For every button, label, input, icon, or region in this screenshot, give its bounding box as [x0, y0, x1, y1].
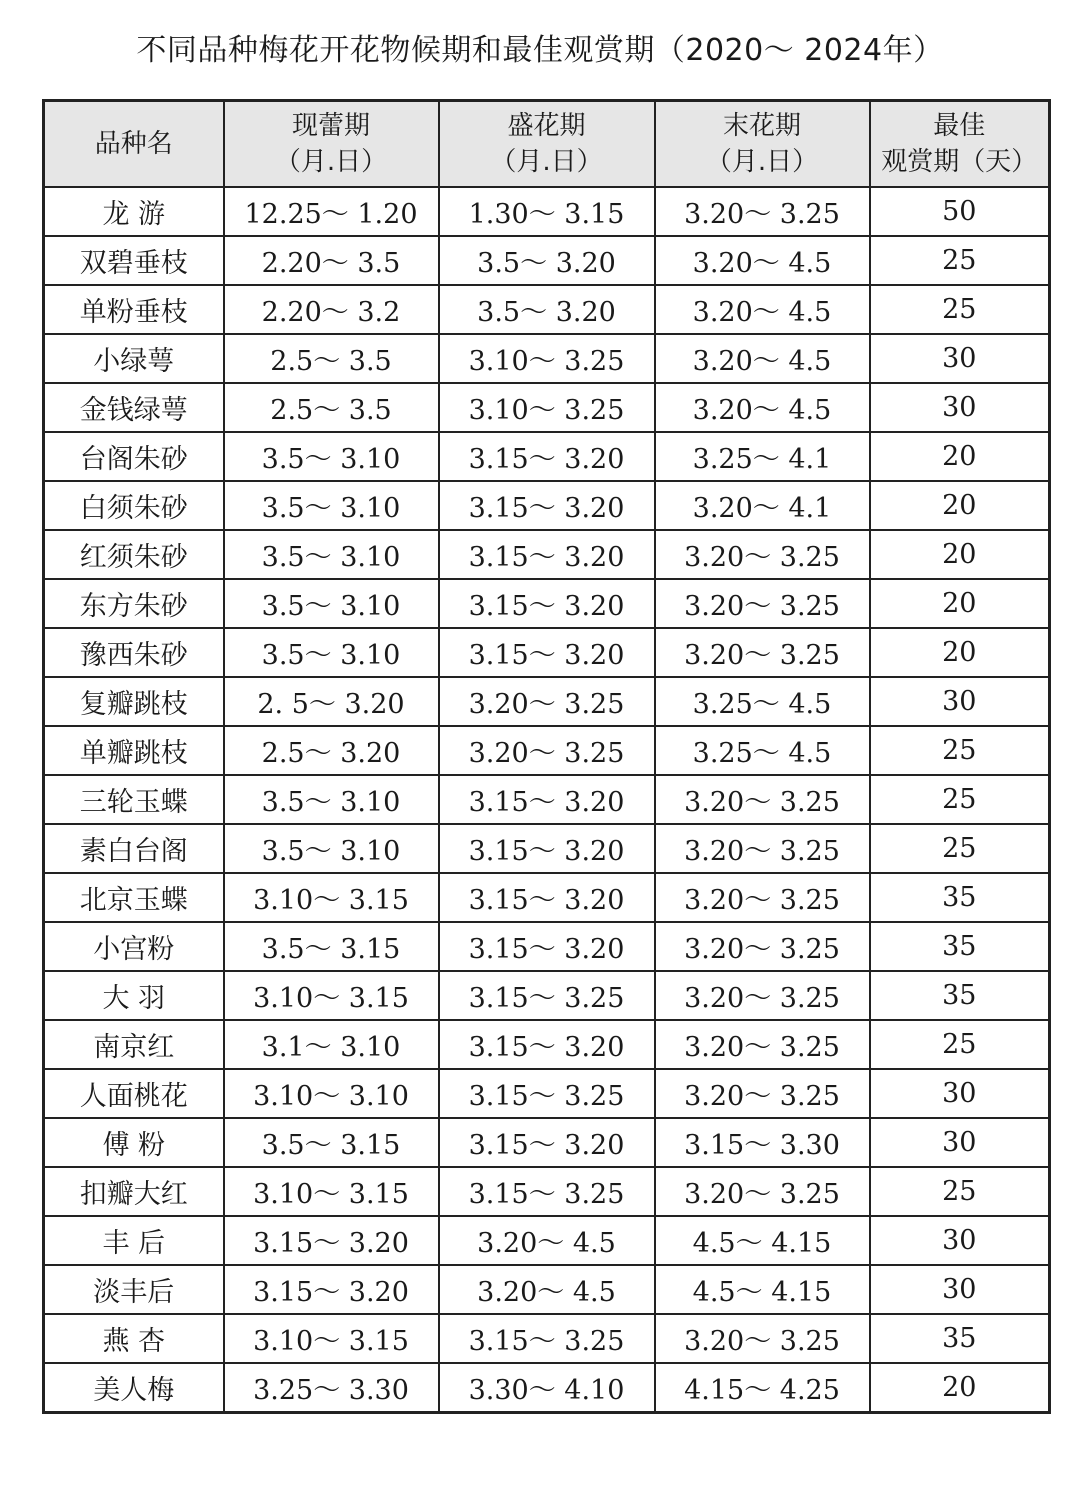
full-bloom-period-cell: 3.15～ 3.20 — [439, 1118, 655, 1167]
best-viewing-days-cell: 20 — [870, 530, 1050, 579]
best-viewing-days-cell: 25 — [870, 824, 1050, 873]
header-row — [44, 101, 1050, 188]
header-budding-label: 现蕾期 — [291, 111, 370, 141]
full-bloom-period-cell: 3.15～ 3.25 — [439, 1167, 655, 1216]
variety-name-cell: 扣瓣大红 — [44, 1167, 224, 1216]
full-bloom-period-cell: 3.15～ 3.20 — [439, 775, 655, 824]
budding-period-cell: 3.5～ 3.10 — [224, 628, 439, 677]
full-bloom-period-cell: 3.15～ 3.20 — [439, 873, 655, 922]
budding-period-cell: 3.25～ 3.30 — [224, 1363, 439, 1413]
header-best-viewing-label: 最佳 — [933, 111, 986, 141]
table-row — [44, 236, 1050, 285]
full-bloom-period-cell: 3.15～ 3.20 — [439, 579, 655, 628]
late-bloom-period-cell: 3.20～ 3.25 — [655, 1020, 870, 1069]
table-row — [44, 1118, 1050, 1167]
best-viewing-days-cell: 30 — [870, 383, 1050, 432]
table-row — [44, 334, 1050, 383]
full-bloom-period-cell: 3.15～ 3.25 — [439, 971, 655, 1020]
table-row — [44, 677, 1050, 726]
table-row — [44, 775, 1050, 824]
table-row — [44, 1314, 1050, 1363]
late-bloom-period-cell: 3.20～ 3.25 — [655, 971, 870, 1020]
best-viewing-days-cell: 20 — [870, 628, 1050, 677]
budding-period-cell: 3.10～ 3.10 — [224, 1069, 439, 1118]
best-viewing-days-cell: 35 — [870, 1314, 1050, 1363]
full-bloom-period-cell: 3.20～ 3.25 — [439, 726, 655, 775]
late-bloom-period-cell: 3.20～ 3.25 — [655, 530, 870, 579]
late-bloom-period-cell: 4.15～ 4.25 — [655, 1363, 870, 1413]
variety-name-cell: 东方朱砂 — [44, 579, 224, 628]
table-row — [44, 726, 1050, 775]
header-budding-unit: （月.日） — [274, 147, 388, 177]
late-bloom-period-cell: 3.20～ 3.25 — [655, 775, 870, 824]
variety-name-cell: 美人梅 — [44, 1363, 224, 1413]
budding-period-cell: 3.5～ 3.10 — [224, 579, 439, 628]
budding-period-cell: 12.25～ 1.20 — [224, 187, 439, 236]
budding-period-cell: 3.5～ 3.10 — [224, 824, 439, 873]
best-viewing-days-cell: 30 — [870, 1069, 1050, 1118]
late-bloom-period-cell: 3.20～ 3.25 — [655, 824, 870, 873]
best-viewing-days-cell: 30 — [870, 1265, 1050, 1314]
late-bloom-period-cell: 3.20～ 3.25 — [655, 187, 870, 236]
variety-name-cell: 丰 后 — [44, 1216, 224, 1265]
full-bloom-period-cell: 3.20～ 4.5 — [439, 1265, 655, 1314]
full-bloom-period-cell: 3.20～ 4.5 — [439, 1216, 655, 1265]
variety-name-cell: 人面桃花 — [44, 1069, 224, 1118]
late-bloom-period-cell: 3.15～ 3.30 — [655, 1118, 870, 1167]
bloom-period-table — [42, 99, 1051, 1414]
header-best-viewing-unit: 观赏期（天） — [881, 147, 1038, 177]
header-best-viewing — [870, 101, 1050, 188]
full-bloom-period-cell: 3.10～ 3.25 — [439, 334, 655, 383]
header-budding — [224, 101, 439, 188]
variety-name-cell: 豫西朱砂 — [44, 628, 224, 677]
table-title: 不同品种梅花开花物候期和最佳观赏期（2020～ 2024年） — [136, 33, 944, 68]
late-bloom-period-cell: 3.20～ 4.5 — [655, 285, 870, 334]
header-late-bloom-unit: （月.日） — [705, 147, 819, 177]
budding-period-cell: 2.5～ 3.20 — [224, 726, 439, 775]
best-viewing-days-cell: 25 — [870, 1167, 1050, 1216]
full-bloom-period-cell: 3.15～ 3.20 — [439, 628, 655, 677]
best-viewing-days-cell: 30 — [870, 1118, 1050, 1167]
header-variety-label: 品种名 — [94, 129, 173, 159]
late-bloom-period-cell: 3.25～ 4.1 — [655, 432, 870, 481]
table-row — [44, 1020, 1050, 1069]
budding-period-cell: 3.10～ 3.15 — [224, 1167, 439, 1216]
variety-name-cell: 淡丰后 — [44, 1265, 224, 1314]
best-viewing-days-cell: 20 — [870, 481, 1050, 530]
budding-period-cell: 3.10～ 3.15 — [224, 873, 439, 922]
late-bloom-period-cell: 3.20～ 3.25 — [655, 1167, 870, 1216]
table-header — [44, 101, 1050, 188]
table-row — [44, 383, 1050, 432]
variety-name-cell: 南京红 — [44, 1020, 224, 1069]
variety-name-cell: 单粉垂枝 — [44, 285, 224, 334]
budding-period-cell: 3.15～ 3.20 — [224, 1216, 439, 1265]
full-bloom-period-cell: 3.5～ 3.20 — [439, 285, 655, 334]
budding-period-cell: 3.5～ 3.15 — [224, 922, 439, 971]
budding-period-cell: 3.5～ 3.10 — [224, 432, 439, 481]
late-bloom-period-cell: 3.20～ 3.25 — [655, 1314, 870, 1363]
late-bloom-period-cell: 3.20～ 4.5 — [655, 383, 870, 432]
budding-period-cell: 3.15～ 3.20 — [224, 1265, 439, 1314]
table-row — [44, 432, 1050, 481]
table-row — [44, 579, 1050, 628]
best-viewing-days-cell: 50 — [870, 187, 1050, 236]
table-row — [44, 873, 1050, 922]
late-bloom-period-cell: 3.20～ 3.25 — [655, 628, 870, 677]
best-viewing-days-cell: 25 — [870, 775, 1050, 824]
late-bloom-period-cell: 3.20～ 3.25 — [655, 873, 870, 922]
full-bloom-period-cell: 3.30～ 4.10 — [439, 1363, 655, 1413]
table-row — [44, 971, 1050, 1020]
budding-period-cell: 2. 5～ 3.20 — [224, 677, 439, 726]
variety-name-cell: 燕 杏 — [44, 1314, 224, 1363]
best-viewing-days-cell: 25 — [870, 236, 1050, 285]
budding-period-cell: 2.20～ 3.2 — [224, 285, 439, 334]
full-bloom-period-cell: 3.10～ 3.25 — [439, 383, 655, 432]
best-viewing-days-cell: 25 — [870, 285, 1050, 334]
late-bloom-period-cell: 3.25～ 4.5 — [655, 677, 870, 726]
full-bloom-period-cell: 3.15～ 3.20 — [439, 1020, 655, 1069]
full-bloom-period-cell: 3.15～ 3.20 — [439, 481, 655, 530]
table-row — [44, 1216, 1050, 1265]
header-late-bloom-label: 末花期 — [722, 111, 801, 141]
best-viewing-days-cell: 25 — [870, 1020, 1050, 1069]
budding-period-cell: 2.20～ 3.5 — [224, 236, 439, 285]
variety-name-cell: 傅 粉 — [44, 1118, 224, 1167]
full-bloom-period-cell: 3.15～ 3.25 — [439, 1314, 655, 1363]
variety-name-cell: 复瓣跳枝 — [44, 677, 224, 726]
budding-period-cell: 3.10～ 3.15 — [224, 1314, 439, 1363]
best-viewing-days-cell: 35 — [870, 922, 1050, 971]
late-bloom-period-cell: 3.20～ 4.5 — [655, 334, 870, 383]
budding-period-cell: 3.5～ 3.10 — [224, 530, 439, 579]
budding-period-cell: 3.5～ 3.15 — [224, 1118, 439, 1167]
full-bloom-period-cell: 3.5～ 3.20 — [439, 236, 655, 285]
full-bloom-period-cell: 3.15～ 3.20 — [439, 922, 655, 971]
late-bloom-period-cell: 3.20～ 3.25 — [655, 922, 870, 971]
budding-period-cell: 3.5～ 3.10 — [224, 481, 439, 530]
late-bloom-period-cell: 3.20～ 3.25 — [655, 579, 870, 628]
table-row — [44, 1265, 1050, 1314]
best-viewing-days-cell: 20 — [870, 579, 1050, 628]
variety-name-cell: 金钱绿萼 — [44, 383, 224, 432]
full-bloom-period-cell: 3.15～ 3.20 — [439, 530, 655, 579]
table-row — [44, 824, 1050, 873]
best-viewing-days-cell: 30 — [870, 677, 1050, 726]
full-bloom-period-cell: 3.15～ 3.20 — [439, 432, 655, 481]
budding-period-cell: 3.5～ 3.10 — [224, 775, 439, 824]
late-bloom-period-cell: 4.5～ 4.15 — [655, 1265, 870, 1314]
table-row — [44, 1363, 1050, 1413]
best-viewing-days-cell: 20 — [870, 1363, 1050, 1413]
late-bloom-period-cell: 3.20～ 4.5 — [655, 236, 870, 285]
late-bloom-period-cell: 3.25～ 4.5 — [655, 726, 870, 775]
variety-name-cell: 白须朱砂 — [44, 481, 224, 530]
header-variety — [44, 101, 224, 188]
header-full-bloom — [439, 101, 655, 188]
table-row — [44, 922, 1050, 971]
best-viewing-days-cell: 35 — [870, 971, 1050, 1020]
table-row — [44, 481, 1050, 530]
variety-name-cell: 小绿萼 — [44, 334, 224, 383]
variety-name-cell: 双碧垂枝 — [44, 236, 224, 285]
table-body — [44, 187, 1050, 1413]
variety-name-cell: 素白台阁 — [44, 824, 224, 873]
late-bloom-period-cell: 4.5～ 4.15 — [655, 1216, 870, 1265]
budding-period-cell: 2.5～ 3.5 — [224, 383, 439, 432]
late-bloom-period-cell: 3.20～ 4.1 — [655, 481, 870, 530]
full-bloom-period-cell: 3.15～ 3.20 — [439, 824, 655, 873]
best-viewing-days-cell: 30 — [870, 1216, 1050, 1265]
full-bloom-period-cell: 3.15～ 3.25 — [439, 1069, 655, 1118]
header-late-bloom — [655, 101, 870, 188]
table-row — [44, 285, 1050, 334]
best-viewing-days-cell: 30 — [870, 334, 1050, 383]
table-row — [44, 628, 1050, 677]
variety-name-cell: 小宫粉 — [44, 922, 224, 971]
variety-name-cell: 龙 游 — [44, 187, 224, 236]
full-bloom-period-cell: 1.30～ 3.15 — [439, 187, 655, 236]
full-bloom-period-cell: 3.20～ 3.25 — [439, 677, 655, 726]
variety-name-cell: 三轮玉蝶 — [44, 775, 224, 824]
variety-name-cell: 红须朱砂 — [44, 530, 224, 579]
header-full-bloom-label: 盛花期 — [507, 111, 586, 141]
variety-name-cell: 单瓣跳枝 — [44, 726, 224, 775]
late-bloom-period-cell: 3.20～ 3.25 — [655, 1069, 870, 1118]
header-full-bloom-unit: （月.日） — [490, 147, 603, 177]
variety-name-cell: 北京玉蝶 — [44, 873, 224, 922]
variety-name-cell: 大 羽 — [44, 971, 224, 1020]
best-viewing-days-cell: 25 — [870, 726, 1050, 775]
table-row — [44, 187, 1050, 236]
table-row — [44, 530, 1050, 579]
budding-period-cell: 2.5～ 3.5 — [224, 334, 439, 383]
table-row — [44, 1167, 1050, 1216]
budding-period-cell: 3.10～ 3.15 — [224, 971, 439, 1020]
variety-name-cell: 台阁朱砂 — [44, 432, 224, 481]
best-viewing-days-cell: 35 — [870, 873, 1050, 922]
best-viewing-days-cell: 20 — [870, 432, 1050, 481]
budding-period-cell: 3.1～ 3.10 — [224, 1020, 439, 1069]
table-row — [44, 1069, 1050, 1118]
